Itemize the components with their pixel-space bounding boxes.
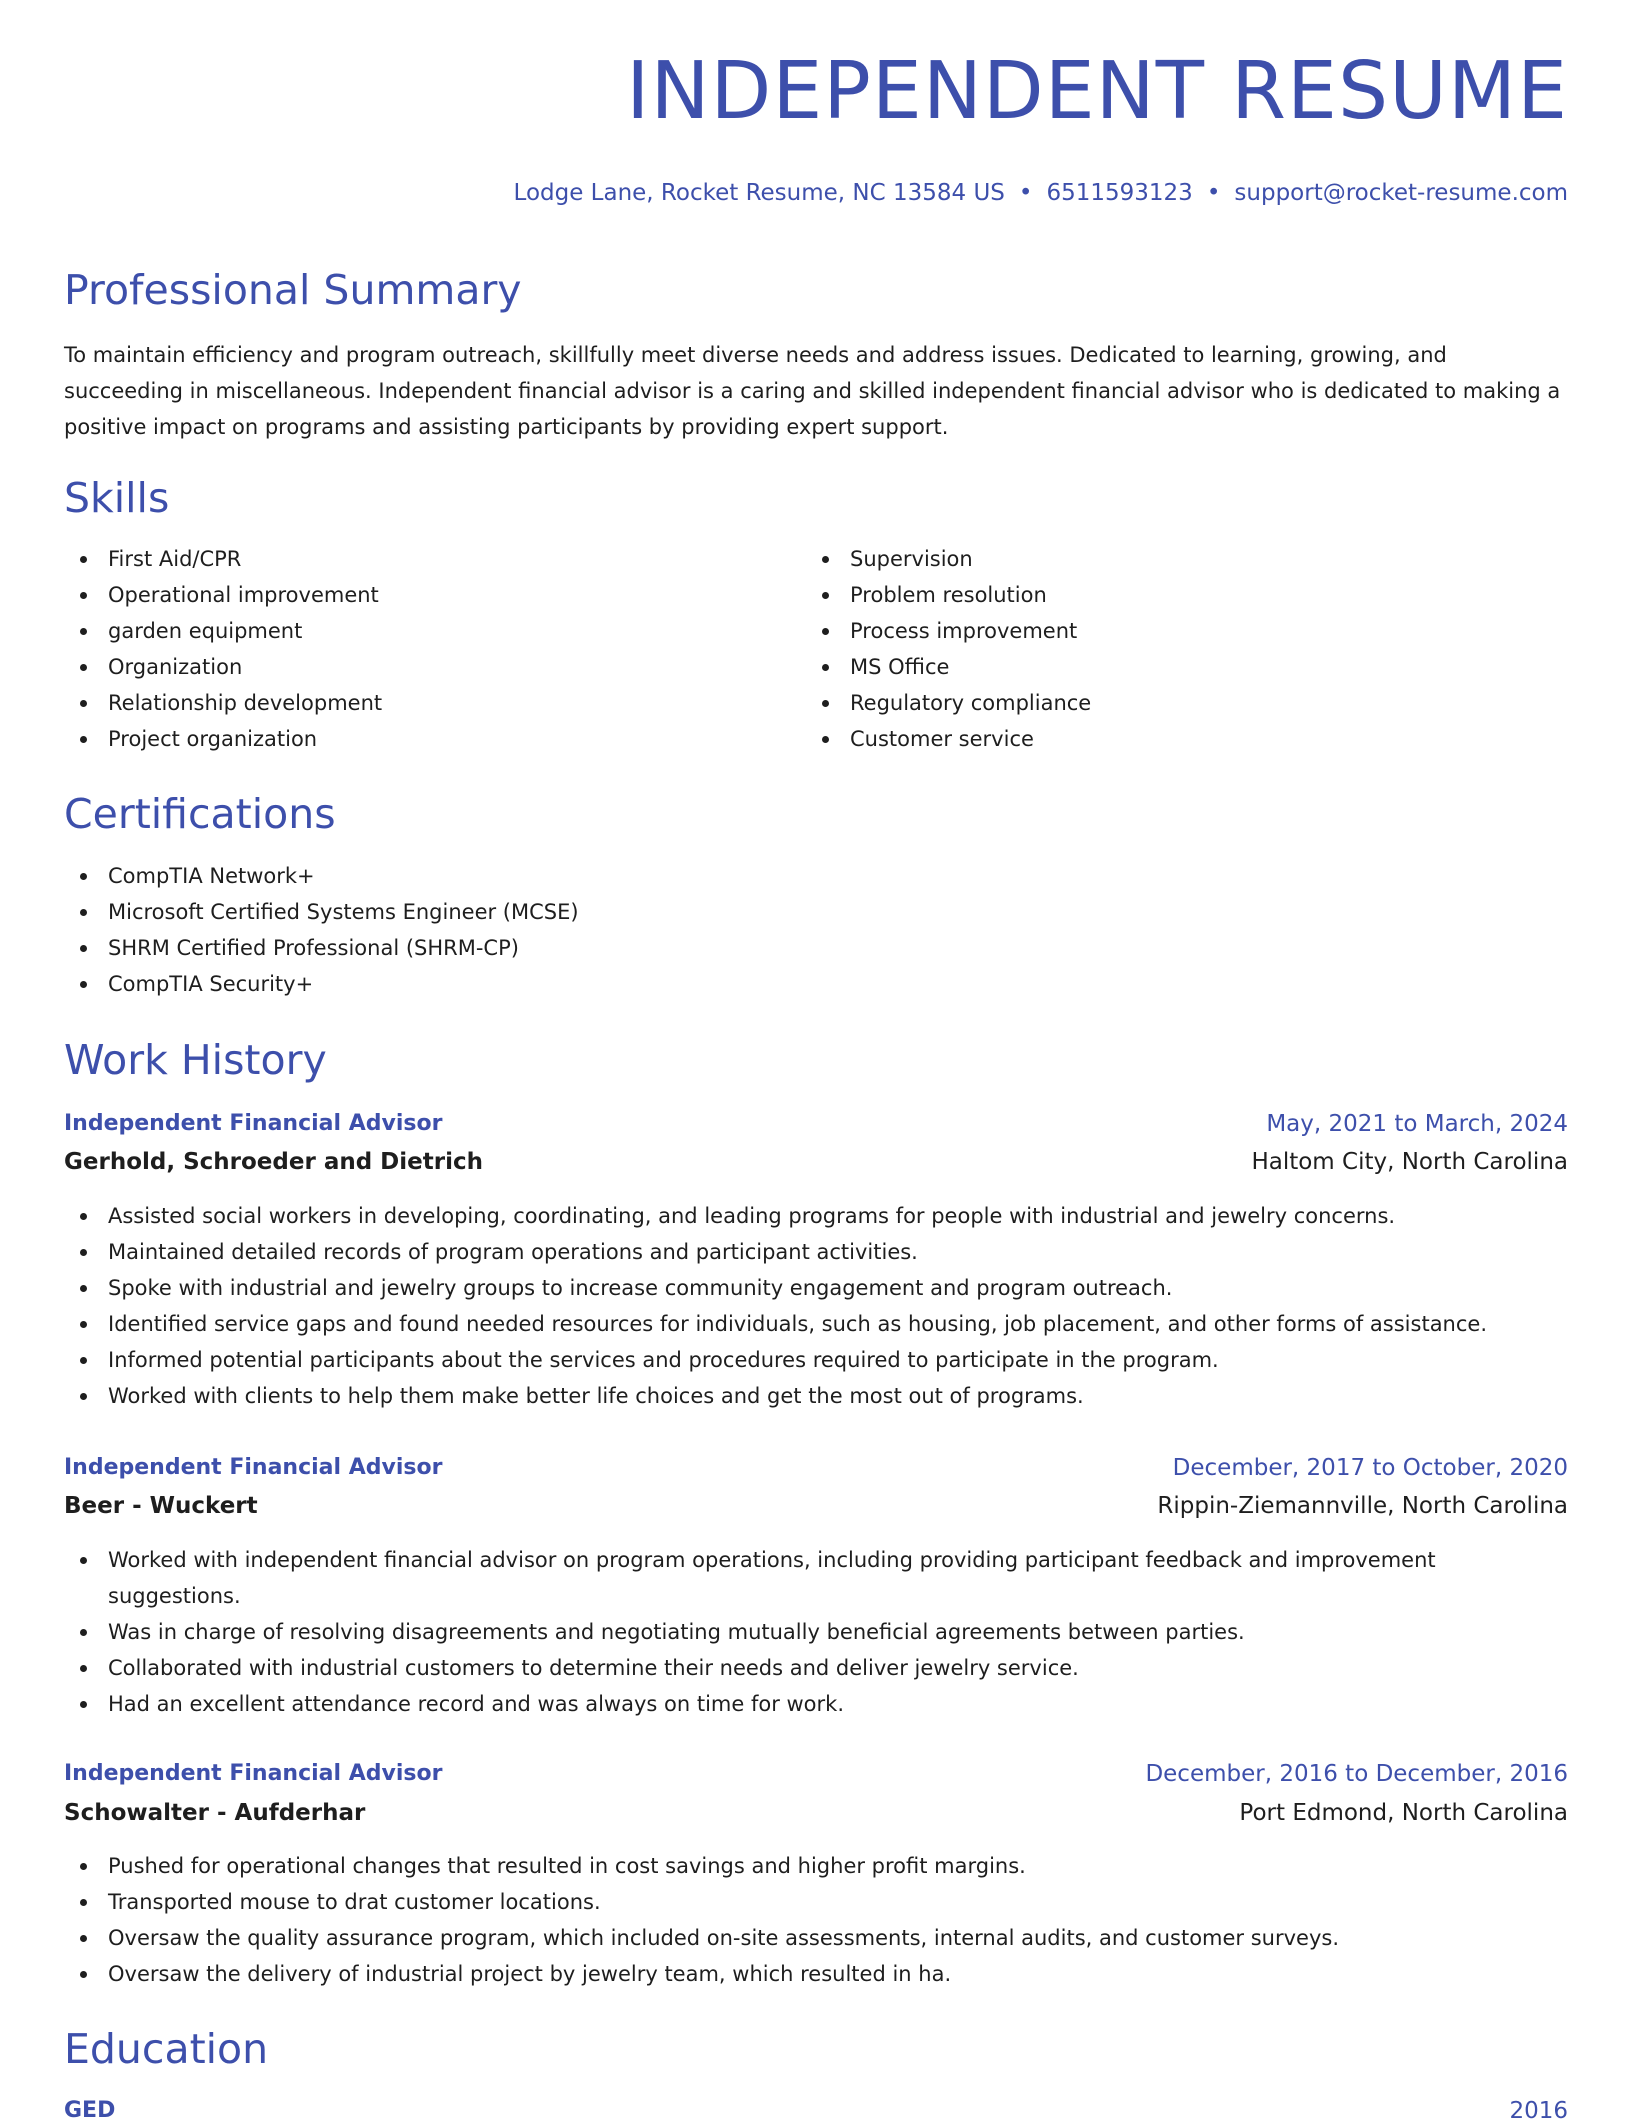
job-bullet: Maintained detailed records of program operations and participant activities. <box>64 1234 1487 1270</box>
skills-list-left <box>64 541 382 757</box>
certification-item: CompTIA Security+ <box>64 966 579 1002</box>
job-bullet: Informed potential participants about the services and procedures required to participate in the program. <box>64 1342 1487 1378</box>
job-title: Independent Financial Advisor <box>64 1455 443 1480</box>
contact-separator: • <box>1206 180 1221 206</box>
job-bullet-list <box>64 1198 1487 1414</box>
contact-email[interactable]: support@rocket-resume.com <box>1234 180 1568 206</box>
job-company: Beer - Wuckert <box>64 1493 258 1519</box>
job-company: Gerhold, Schroeder and Dietrich <box>64 1149 483 1175</box>
job-title: Independent Financial Advisor <box>64 1761 443 1786</box>
section-heading-certifications: Certifications <box>64 790 336 838</box>
job-bullet: Worked with clients to help them make better life choices and get the most out of programs. <box>64 1378 1487 1414</box>
job-location: Port Edmond, North Carolina <box>1239 1800 1568 1826</box>
job-bullet: Worked with independent financial advisor on program operations, including providing participant feedback and improvement suggestions. <box>64 1542 1524 1614</box>
skill-item: garden equipment <box>64 613 382 649</box>
section-heading-summary: Professional Summary <box>64 266 522 314</box>
resume-name: INDEPENDENT RESUME <box>626 45 1568 137</box>
job-bullet: Collaborated with industrial customers to determine their needs and deliver jewelry service. <box>64 1650 1524 1686</box>
skill-item: Process improvement <box>806 613 1091 649</box>
certification-item: CompTIA Network+ <box>64 858 579 894</box>
job-bullet: Spoke with industrial and jewelry groups to increase community engagement and program outreach. <box>64 1270 1487 1306</box>
section-heading-work-history: Work History <box>64 1036 327 1084</box>
skill-item: Organization <box>64 649 382 685</box>
education-year: 2016 <box>1509 2098 1568 2124</box>
skill-item: Regulatory compliance <box>806 685 1091 721</box>
contact-phone: 6511593123 <box>1046 180 1193 206</box>
job-bullet: Pushed for operational changes that resulted in cost savings and higher profit margins. <box>64 1848 1339 1884</box>
job-company: Schowalter - Aufderhar <box>64 1800 366 1826</box>
skill-item: Operational improvement <box>64 577 382 613</box>
job-bullet: Was in charge of resolving disagreements and negotiating mutually beneficial agreements between parties. <box>64 1614 1524 1650</box>
job-dates: December, 2016 to December, 2016 <box>1145 1761 1568 1787</box>
job-bullet: Transported mouse to drat customer locations. <box>64 1884 1339 1920</box>
job-bullet: Oversaw the delivery of industrial project by jewelry team, which resulted in ha. <box>64 1956 1339 1992</box>
skill-item: MS Office <box>806 649 1091 685</box>
skills-list-right <box>806 541 1091 757</box>
job-dates: May, 2021 to March, 2024 <box>1266 1111 1568 1137</box>
education-degree: GED <box>64 2098 116 2123</box>
job-title: Independent Financial Advisor <box>64 1111 443 1136</box>
contact-address: Lodge Lane, Rocket Resume, NC 13584 US <box>513 180 1005 206</box>
job-bullet: Oversaw the quality assurance program, which included on-site assessments, internal audits, and customer surveys. <box>64 1920 1339 1956</box>
job-bullet-list <box>64 1542 1524 1722</box>
job-bullet: Had an excellent attendance record and was always on time for work. <box>64 1686 1524 1722</box>
certification-item: SHRM Certified Professional (SHRM-CP) <box>64 930 579 966</box>
job-bullet: Assisted social workers in developing, coordinating, and leading programs for people with industrial and jewelry concerns. <box>64 1198 1487 1234</box>
certification-item: Microsoft Certified Systems Engineer (MCSE) <box>64 894 579 930</box>
skill-item: Supervision <box>806 541 1091 577</box>
certifications-list <box>64 858 579 1002</box>
contact-separator: • <box>1018 180 1033 206</box>
contact-line <box>514 182 1568 205</box>
section-heading-skills: Skills <box>64 474 170 522</box>
summary-text: To maintain efficiency and program outreach, skillfully meet diverse needs and address issues. Dedicated to learning, growing, and succeeding in miscellaneous. Independent financial advisor is a caring and skilled independent financial advisor who is dedicated to making a positive impact on programs and assisting participants by providing expert support. <box>64 343 1561 439</box>
skill-item: Problem resolution <box>806 577 1091 613</box>
skill-item: Relationship development <box>64 685 382 721</box>
skill-item: First Aid/CPR <box>64 541 382 577</box>
job-location: Haltom City, North Carolina <box>1251 1149 1568 1175</box>
section-heading-education: Education <box>64 2025 269 2073</box>
job-bullet-list <box>64 1848 1339 1992</box>
skill-item: Customer service <box>806 721 1091 757</box>
job-dates: December, 2017 to October, 2020 <box>1172 1455 1568 1481</box>
job-location: Rippin-Ziemannville, North Carolina <box>1157 1493 1568 1519</box>
skill-item: Project organization <box>64 721 382 757</box>
job-bullet: Identified service gaps and found needed resources for individuals, such as housing, job placement, and other forms of assistance. <box>64 1306 1487 1342</box>
